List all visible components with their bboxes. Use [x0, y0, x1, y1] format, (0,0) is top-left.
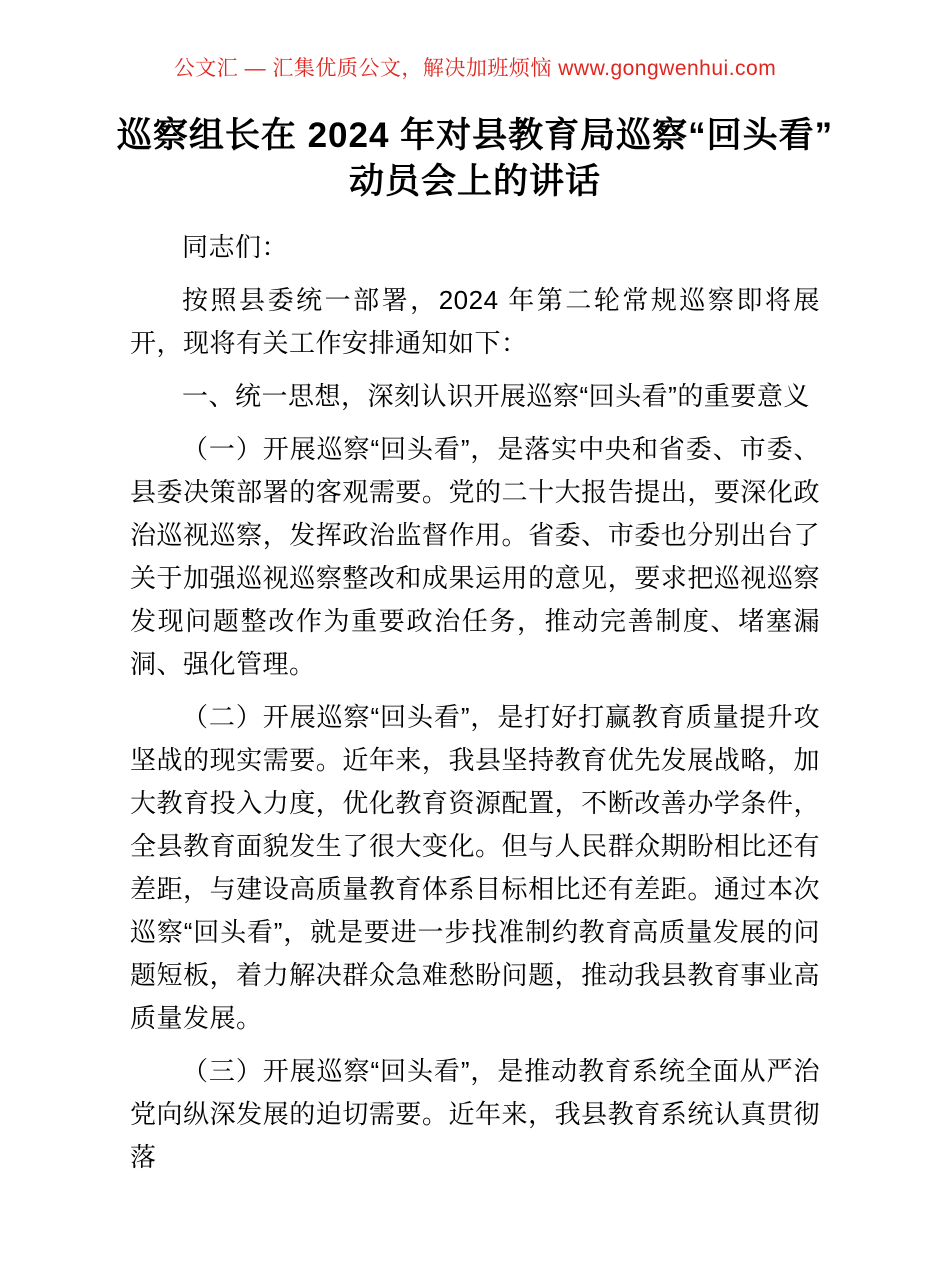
document-title: 巡察组长在 2024 年对县教育局巡察“回头看”动员会上的讲话 [116, 116, 834, 201]
paragraph-point-2: （二）开展巡察“回头看”，是打好打赢教育质量提升攻坚战的现实需要。近年来，我县坚持教育优先发展战略，加大教育投入力度，优化教育资源配置，不断改善办学条件，全县教育面貌发生了很大变化。但与人民群众期盼相比还有差距，与建设高质量教育体系目标相比还有差距。通过本次巡察“回头看”，就是要进一步找准制约教育高质量发展的问题短板，着力解决群众急难愁盼问题，推动我县教育事业高质量发展。 [130, 702, 820, 1033]
salutation: 同志们： [182, 232, 289, 262]
watermark-text: 公文汇 — 汇集优质公文，解决加班烦恼 www.gongwenhui.com [173, 57, 777, 80]
paragraph-point-3: （三）开展巡察“回头看”，是推动教育系统全面从严治党向纵深发展的迫切需要。近年来，我县教育系统认真贯彻落 [130, 1056, 820, 1172]
paragraph-point-1: （一）开展巡察“回头看”，是落实中央和省委、市委、县委决策部署的客观需要。党的二十大报告提出，要深化政治巡视巡察，发挥政治监督作用。省委、市委也分别出台了关于加强巡视巡察整改和成果运用的意见，要求把巡视巡察发现问题整改作为重要政治任务，推动完善制度、堵塞漏洞、强化管理。 [130, 434, 820, 679]
paragraph-intro: 按照县委统一部署，2024 年第二轮常规巡察即将展开，现将有关工作安排通知如下： [130, 285, 820, 358]
document-page [0, 55, 950, 1285]
section-heading-1: 一、统一思想，深刻认识开展巡察“回头看”的重要意义 [182, 381, 810, 411]
document-body [130, 226, 820, 1179]
